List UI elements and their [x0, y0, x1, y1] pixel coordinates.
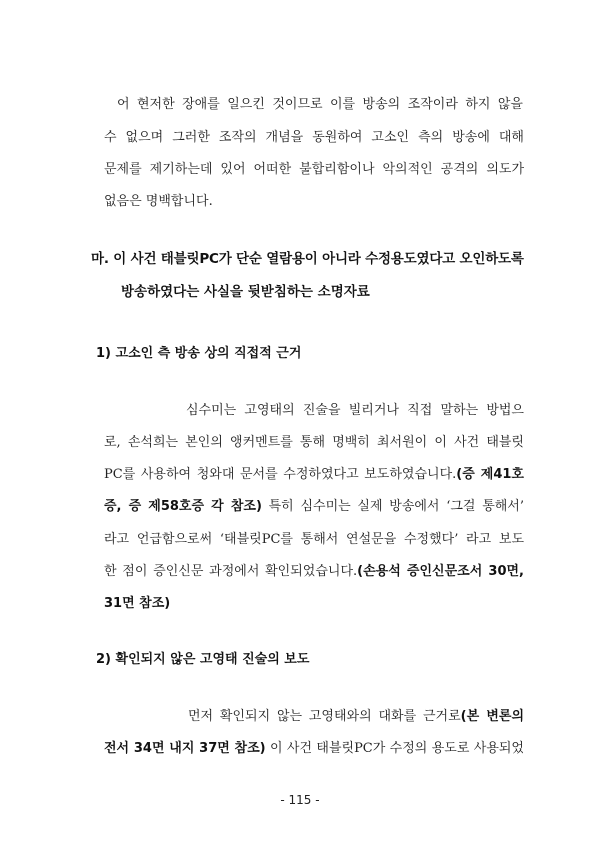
subsection-heading: 1) 고소인 측 방송 상의 직접적 근거 — [96, 346, 302, 361]
body-text-line: 수 없으며 그러한 조작의 개념을 동원하여 고소인 측의 방송에 대해 — [104, 130, 524, 145]
section-heading-continuation: 방송하였다는 사실을 뒷받침하는 소명자료 — [121, 284, 370, 300]
body-text-line — [104, 498, 524, 516]
body-text-line — [104, 466, 524, 484]
citation: 증, 증 제58호증 각 참조) — [104, 499, 262, 514]
body-text: 이 사건 태블릿PC가 수정의 용도로 사용되었 — [265, 741, 524, 756]
body-text: 특히 심수미는 실제 방송에서 ‘그걸 통해서’ — [261, 499, 524, 514]
section-heading: 마. 이 사건 태블릿PC가 단순 열람용이 아니라 수정용도였다고 오인하도록 — [91, 251, 524, 267]
body-text-line: 문제를 제기하는데 있어 어떠한 불합리함이나 악의적인 공격의 의도가 — [104, 162, 524, 177]
body-text-line: 없음은 명백합니다. — [104, 194, 213, 209]
citation: (증 제41호 — [456, 467, 524, 482]
body-text-line — [104, 563, 524, 581]
body-text-line — [104, 740, 524, 758]
body-text-line: 심수미는 고영태의 진술을 빌리거나 직접 말하는 방법으 — [186, 403, 524, 418]
body-text-line: 로, 손석희는 본인의 앵커멘트를 통해 명백히 최서원이 이 사건 태블릿 — [104, 435, 524, 450]
page-number: - 115 - — [280, 793, 320, 807]
citation: 31면 참조) — [104, 596, 171, 611]
subsection-heading: 2) 확인되지 않은 고영태 진술의 보도 — [96, 652, 310, 667]
body-text-line: 라고 언급함으로써 ‘태블릿PC를 통해서 연설문을 수정했다’ 라고 보도 — [104, 532, 524, 547]
body-text-line: 어 현저한 장애를 일으킨 것이므로 이를 방송의 조작이라 하지 않을 — [117, 97, 523, 112]
citation: 전서 34면 내지 37면 참조) — [104, 741, 266, 756]
body-text: PC를 사용하여 청와대 문서를 수정하였다고 보도하였습니다. — [104, 467, 457, 482]
body-text: 한 점이 증인신문 과정에서 확인되었습니다. — [104, 564, 358, 579]
citation: (본 변론의 — [460, 709, 524, 724]
citation: (손용석 증인신문조서 30면, — [357, 564, 524, 579]
body-text-line — [188, 708, 524, 726]
body-text: 먼저 확인되지 않는 고영태와의 대화를 근거로 — [188, 709, 461, 724]
